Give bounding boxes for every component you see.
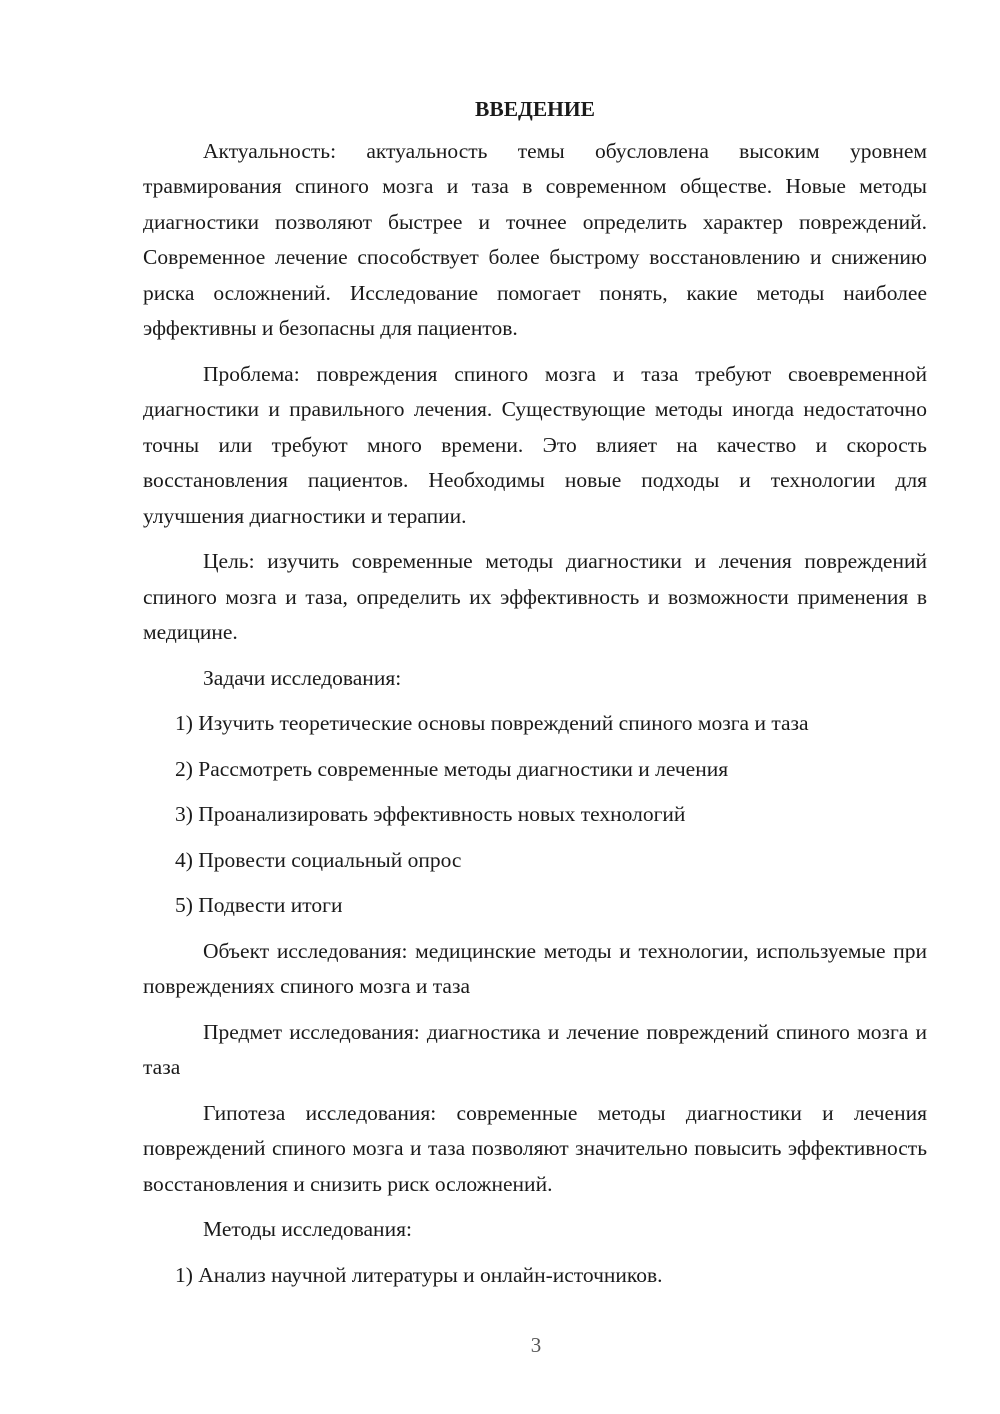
list-item: 2) Рассмотреть современные методы диагностики и лечения bbox=[175, 756, 729, 781]
tasks-list bbox=[143, 706, 927, 924]
list-item: 1) Анализ научной литературы и онлайн-источников. bbox=[175, 1262, 663, 1287]
object-paragraph: Объект исследования: медицинские методы и технологии, используемые при повреждениях спиного мозга и таза bbox=[143, 938, 927, 998]
page-number: 3 bbox=[530, 1333, 542, 1357]
list-item: 5) Подвести итоги bbox=[175, 893, 343, 917]
goal-paragraph: Цель: изучить современные методы диагностики и лечения повреждений спиного мозга и таза, определить их эффективность и возможности применения в медицине. bbox=[143, 549, 927, 644]
hypothesis-paragraph: Гипотеза исследования: современные методы диагностики и лечения повреждений спиного мозга и таза позволяют значительно повысить эффективность восстановления и снизить риск осложнений. bbox=[143, 1100, 927, 1196]
problem-paragraph: Проблема: повреждения спиного мозга и таза требуют своевременной диагностики и правильного лечения. Существующие методы иногда недостаточно точны или требуют много времени. Это влияет на качество и скорость восстановления пациентов. Необходимы новые подходы и технологии для улучшения диагностики и терапии. bbox=[143, 361, 927, 528]
relevance-paragraph: Актуальность: актуальность темы обусловлена высоким уровнем травмирования спиного мозга и таза в современном обществе. Новые методы диагностики позволяют быстрее и точнее определить характер повреждений. Современное лечение способствует более быстрому восстановлению и снижению риска осложнений. Исследование помогает понять, какие методы наиболее эффективны и безопасны для пациентов. bbox=[143, 138, 927, 340]
list-item: 3) Проанализировать эффективность новых технологий bbox=[175, 802, 686, 826]
page-title: ВВЕДЕНИЕ bbox=[475, 97, 595, 121]
page-content bbox=[143, 92, 927, 1303]
list-item: 4) Провести социальный опрос bbox=[175, 847, 462, 872]
subject-paragraph: Предмет исследования: диагностика и лечение повреждений спиного мозга и таза bbox=[143, 1019, 927, 1079]
list-item: 1) Изучить теоретические основы повреждений спиного мозга и таза bbox=[175, 711, 809, 735]
methods-list bbox=[143, 1258, 927, 1294]
methods-heading: Методы исследования: bbox=[203, 1217, 412, 1241]
tasks-heading: Задачи исследования: bbox=[203, 665, 402, 690]
